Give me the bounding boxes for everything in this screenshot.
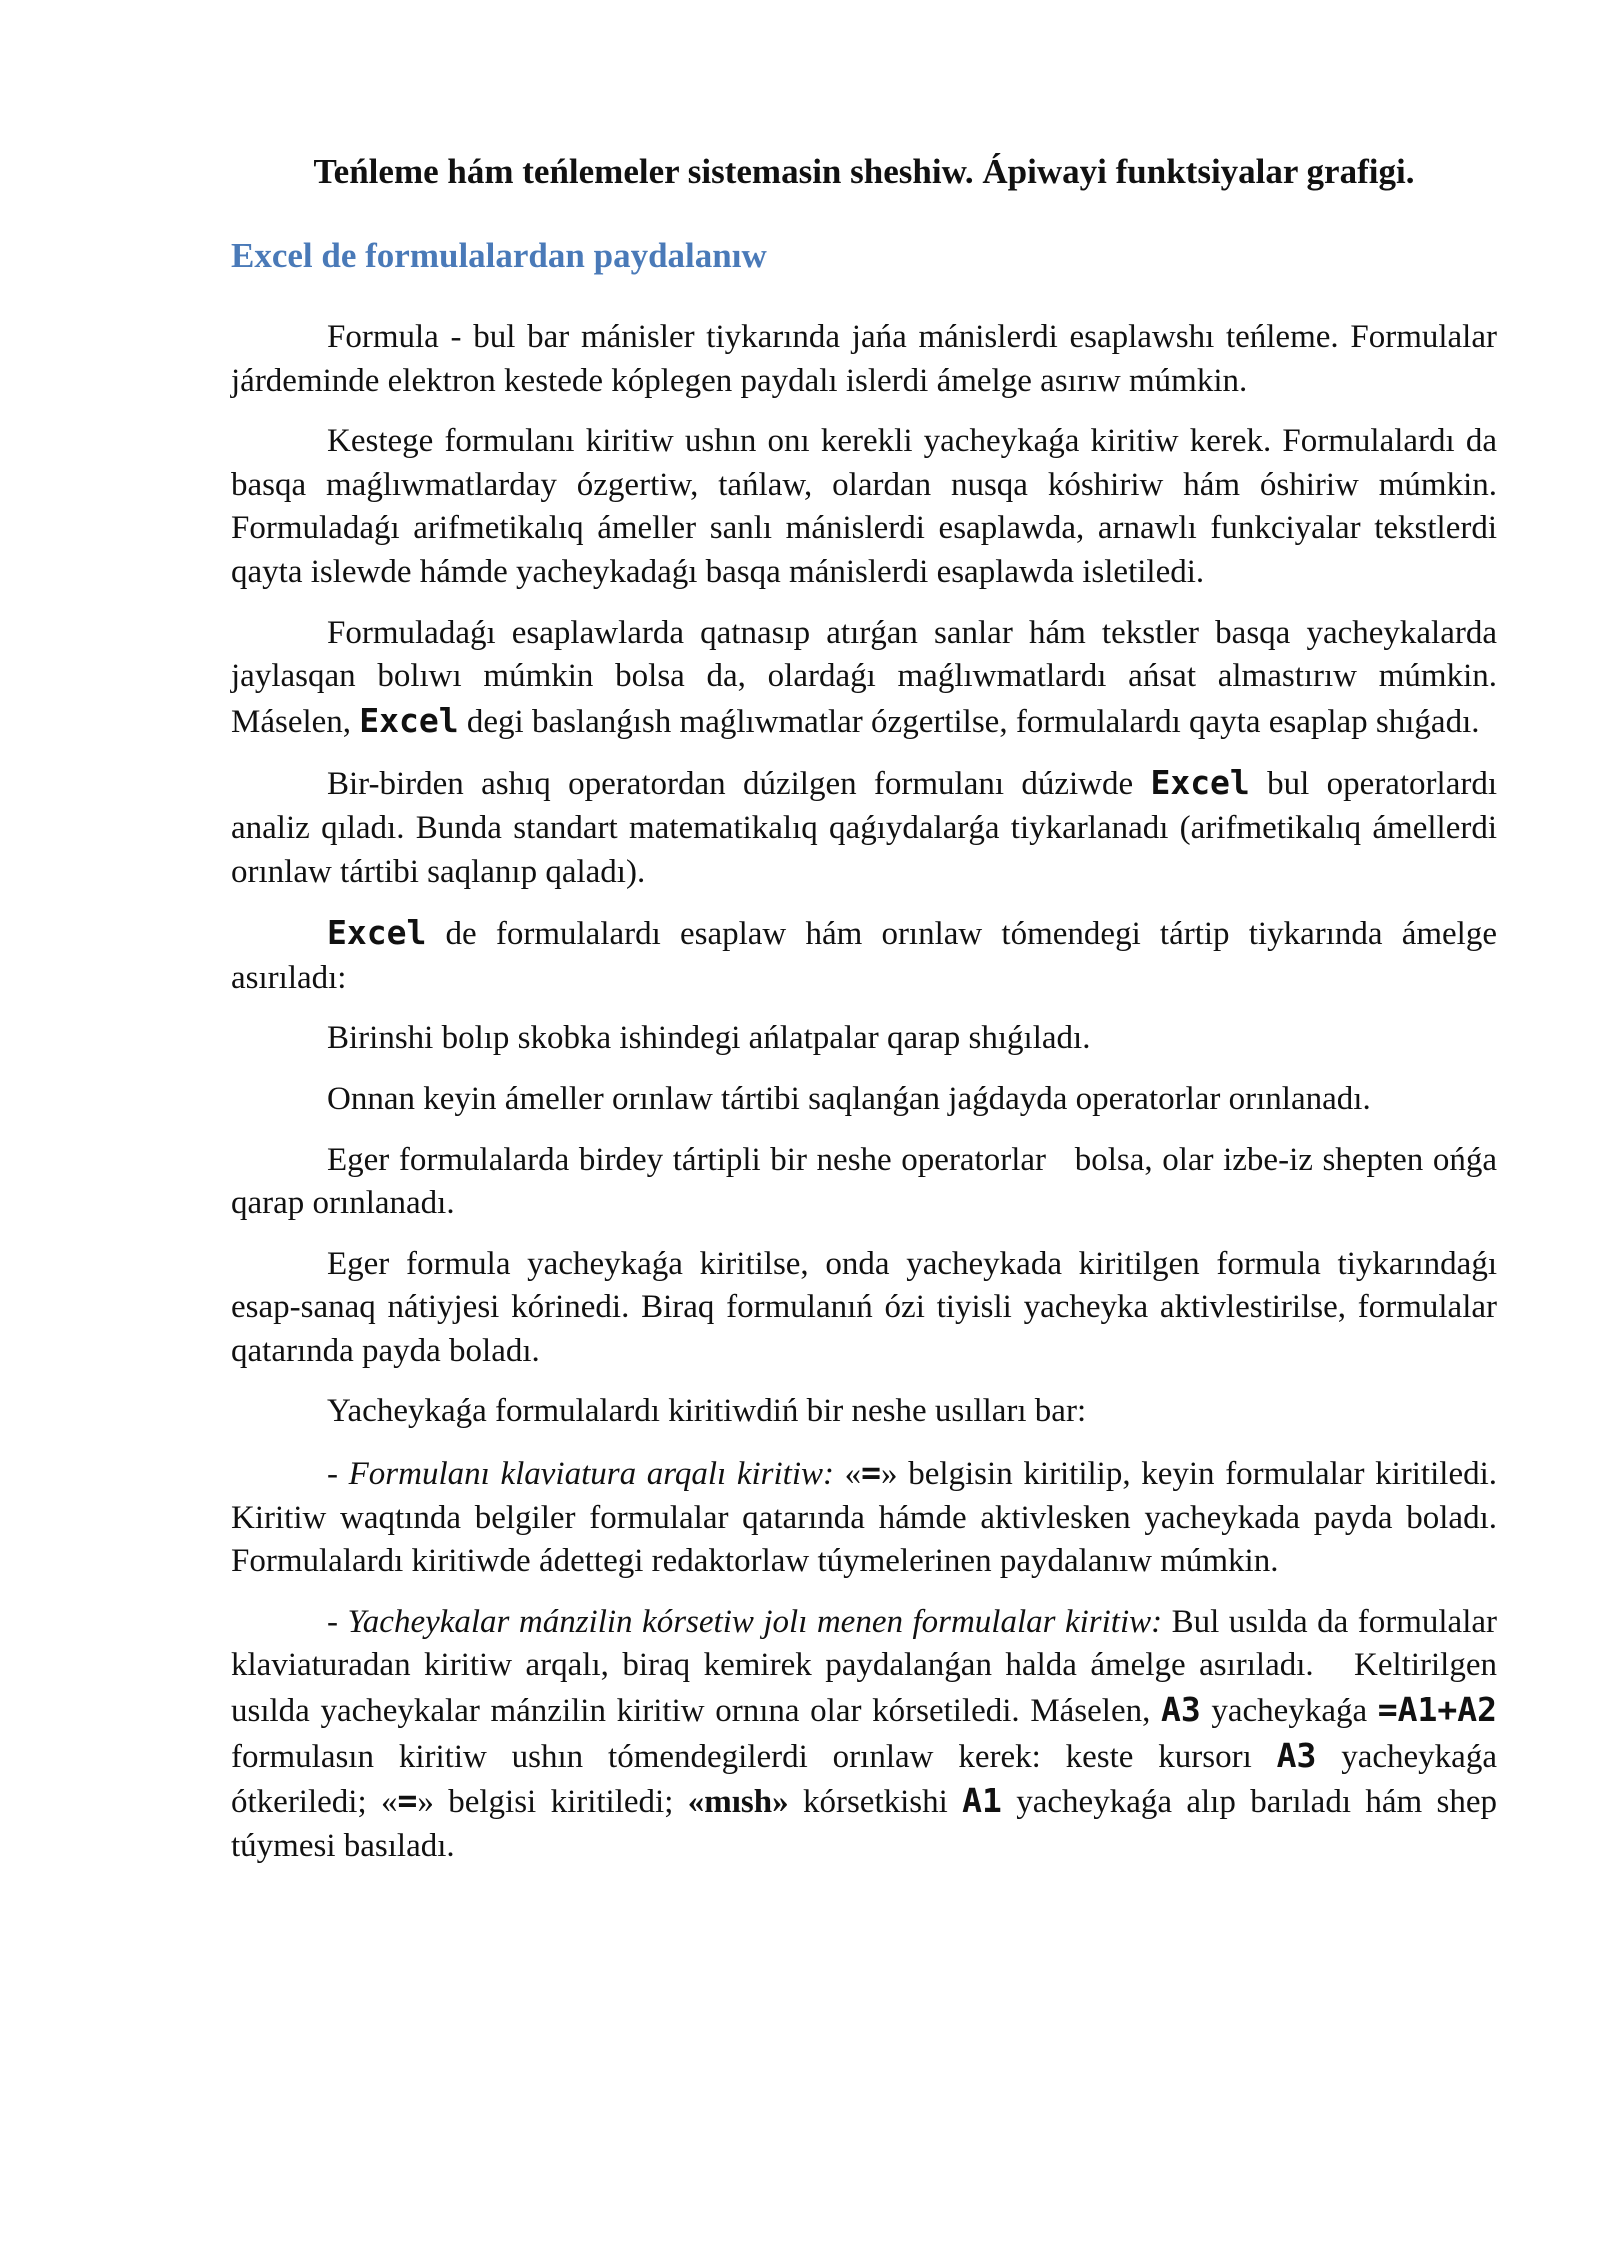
code-equals: = — [397, 1781, 418, 1821]
paragraph-rule-precedence: Onnan keyin ámeller orınlaw tártibi saqlanǵan jaǵdayda operatorlar orınlanadı. — [327, 1080, 1371, 1117]
text-run: yacheykaǵa ótkeriledi; « — [231, 1738, 1514, 1821]
text-run: Bir-birden ashıq operatordan dúzilgen formulanı dúziwde — [327, 766, 1151, 803]
text-run: kórsetkishi — [788, 1784, 963, 1821]
paragraph-formula-definition: Formula - bul bar mánisler tiykarında jańa mánislerdi esaplawshı teńleme. Formulalar járdeminde elektron kestede kóplegen paydalı islerdi ámelge asırıw múmkin. — [231, 319, 1497, 399]
code-excel: Excel — [327, 913, 427, 953]
text-run: bul operatorlardı analiz qıladı. Bunda standart matematikalıq qaǵıydalarǵa tiykarlanadı (arifmetikalıq ámellerdi orınlaw tártibi saqlanıp qaladı). — [231, 766, 1497, 890]
code-cell-ref: A1 — [962, 1781, 1002, 1821]
text-run: de formulalardı esaplaw hám orınlaw tómendegi tártip tiykarında ámelge asırıladı: — [231, 916, 1497, 996]
code-excel: Excel — [359, 700, 459, 740]
paragraph-method-pointing — [231, 1601, 1514, 1869]
method-title: - Formulanı klaviatura arqalı kiritiw: — [327, 1456, 835, 1493]
code-cell-ref: A3 — [1161, 1690, 1201, 1730]
code-excel: Excel — [1150, 763, 1250, 803]
text-run: « — [834, 1456, 862, 1493]
text-run: degi baslanǵısh maǵlıwmatlar ózgertilse, formulalardı qayta esaplap shıǵadı. — [458, 703, 1480, 740]
pointer-term: «mısh» — [687, 1784, 789, 1821]
text-run: yacheykaǵa — [1200, 1693, 1378, 1730]
text-run: » belgisi kiritiledi; — [417, 1784, 688, 1821]
code-cell-ref: A3 — [1276, 1735, 1317, 1775]
text-run: yacheykaǵa alıp barıladı hám shep túymesi basıladı. — [231, 1784, 1506, 1864]
paragraph-methods-intro: Yacheykaǵa formulalardı kiritiwdiń bir neshe usılları bar: — [327, 1393, 1087, 1430]
paragraph-entering-formula: Kestege formulanı kiritiw ushın onı kerekli yacheykaǵa kiritiw kerek. Formulalardı da basqa maǵlıwmatlarday ózgertiw, tańlaw, olardan nusqa kóshiriw hám óshiriw múmkin. Formuladaǵı arifmetikalıq ámeller sanlı mánislerdi esaplawda, arnawlı funkciyalar tekstlerdi qayta islewde hámde yacheykadaǵı basqa mánislerdi esaplawda isletiledi. — [231, 423, 1497, 590]
paragraph-recalculation — [231, 612, 1497, 745]
code-formula: =A1+A2 — [1377, 1690, 1497, 1730]
section-heading: Excel de formulalardan paydalanıw — [231, 236, 767, 275]
paragraph-method-keyboard — [231, 1451, 1497, 1584]
paragraph-order-intro — [231, 911, 1497, 1000]
text-run: Formuladaǵı esaplawlarda qatnasıp atırǵan sanlar hám tekstler basqa yacheykalarda jaylasqan bolıwı múmkin bolsa da, olardaǵı maǵlıwmatlardı ańsat almastırıw múmkin. Máselen, — [231, 614, 1497, 740]
text-run: Bul usılda da formulalar klaviaturadan kiritiw arqalı, biraq kemirek paydalanǵan halda ámelge asırıladı. Keltirilgen usılda yacheykalar mánzilin kiritiw ornına olar kórsetiledi. Máselen, — [231, 1603, 1506, 1730]
document-title: Teńleme hám teńlemeler sistemasin sheshiw. Ápiwayi funktsiyalar grafigi. — [313, 152, 1415, 191]
paragraph-rule-brackets: Birinshi bolıp skobka ishindegi ańlatpalar qarap shıǵıladı. — [327, 1020, 1091, 1057]
paragraph-operators — [231, 761, 1497, 894]
text-run: » belgisin kiritilip, keyin formulalar kiritiledi. Kiritiw waqtında belgiler formulalar qatarında hámde aktivlesken yacheykada payda boladı. Formulalardı kiritiwde ádettegi redaktorlaw túymelerinen paydalanıw múmkin. — [231, 1456, 1498, 1580]
document-page — [231, 150, 1514, 1885]
paragraph-result-display: Eger formula yacheykaǵa kiritilse, onda yacheykada kiritilgen formula tiykarındaǵı esap-sanaq nátiyjesi kórinedi. Biraq formulanıń ózi tiyisli yacheyka aktivlestirilse, formulalar qatarında payda boladı. — [231, 1245, 1497, 1369]
code-equals: = — [861, 1453, 882, 1493]
text-run: formulasın kiritiw ushın tómendegilerdi orınlaw kerek: keste kursorı — [231, 1693, 1506, 1775]
paragraph-rule-left-to-right: Eger formulalarda birdey tártipli bir neshe operatorlar bolsa, olar izbe-iz shepten ońǵa qarap orınlanadı. — [231, 1141, 1506, 1222]
method-title: - Yacheykalar mánzilin kórsetiw jolı menen formulalar kiritiw: — [327, 1603, 1163, 1640]
